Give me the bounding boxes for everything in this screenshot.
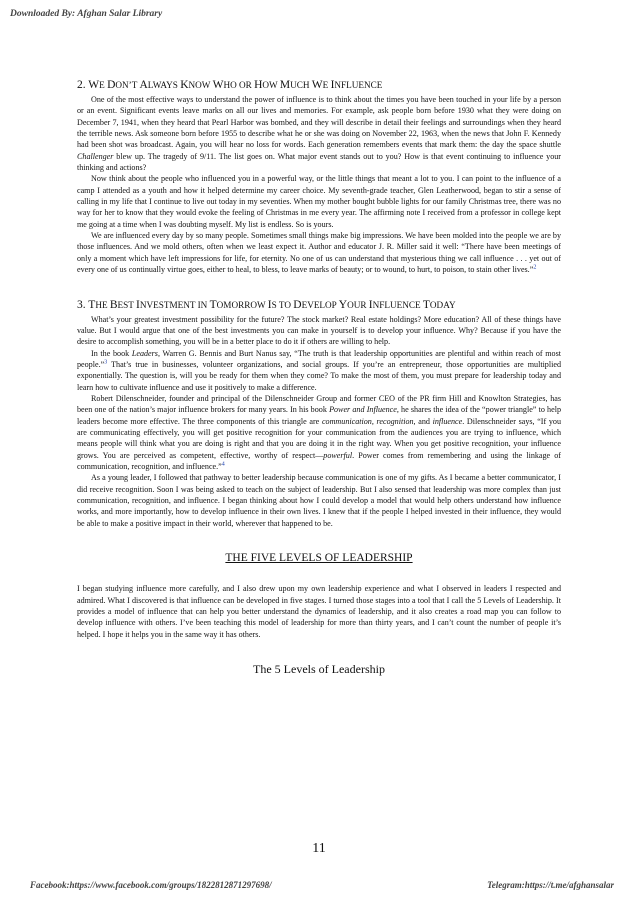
section-3-paragraph-2 xyxy=(77,348,561,393)
text-span: In the book xyxy=(91,348,132,358)
section-3-heading xyxy=(77,298,561,312)
heading-fragment: EVELOP xyxy=(301,299,339,310)
section-2-paragraph-3 xyxy=(77,230,561,275)
text-span: , he shares the idea of the “power triangle” to help leaders become more effective. The three components of this triangle are xyxy=(77,405,561,426)
footer-telegram-link[interactable]: Telegram:https://t.me/afghansalar xyxy=(487,880,614,890)
heading-fragment: A xyxy=(139,79,148,91)
levels-paragraph: I began studying influence more carefully, and I also drew upon my own leadership experience and what I observed in leaders I respected and admired. What I discovered is that influence can be developed in five stages. I turned those stages into a tool that I call the 5 Levels of Leadership. It provides a model of influence that can help you better understand the dynamics of leadership, and it also creates a road map you can follow to develop influence with others. I’ve been teaching this model of leadership for more than thirty years, and I can’t count the number of people it’s helped. I hope it helps you in the same way it has others. xyxy=(77,584,561,639)
italic-span: powerful xyxy=(323,450,353,460)
italic-span: Challenger xyxy=(77,151,114,161)
text-span: blew up. The tragedy of 9/11. The list goes on. What major event stands out to you? How is that event continuing to influence your thinking and actions? xyxy=(77,151,561,173)
italic-span: Power and Influence xyxy=(329,405,397,415)
heading-fragment: OUR xyxy=(347,299,369,310)
heading-fragment: OMORROW xyxy=(216,299,268,310)
section-2-number: 2. xyxy=(77,79,89,91)
levels-title: THE FIVE LEVELS OF LEADERSHIP xyxy=(225,552,413,565)
heading-fragment: ON’T xyxy=(115,80,140,90)
heading-fragment: ODAY xyxy=(429,299,456,310)
heading-fragment: W xyxy=(212,79,224,91)
heading-fragment: H xyxy=(254,79,263,91)
heading-fragment: D xyxy=(293,298,302,311)
heading-fragment: NFLUENCE xyxy=(372,299,423,310)
heading-fragment: S TO xyxy=(271,299,294,310)
italic-span: Leaders xyxy=(131,348,158,358)
section-2-heading xyxy=(77,78,561,92)
heading-fragment: OW xyxy=(262,80,280,90)
section-3-paragraph-1: What’s your greatest investment possibility for the future? The stock market? Real estate holdings? More education? All of these things have value. But I would argue that one of the best investments you can make in yourself is to develop your influence. Why? Because if you have the desire to accomplish something, you will be in a better place to do it if others are willing to help. xyxy=(77,314,561,347)
heading-fragment: B xyxy=(109,298,118,311)
section-2-heading-text xyxy=(88,79,382,91)
text-span: We are influenced every day by so many people. Sometimes small things make big impressions. We have been molded into the people we are by those influences. And we mold others, often when we least expect it. Author and educator J. R. Miller said it well: “There have been meetings of only a moment which have left impressions for life, for eternity. No one of us can understand that mysterious thing we call influence . . . yet out of every one of us continually virtue goes, either to heal, to bless, to leave marks of beauty; or to wound, to hurt, to poison, to stain other lives.” xyxy=(77,231,561,275)
section-3-heading-text xyxy=(88,299,455,311)
page-number: 11 xyxy=(312,841,326,856)
section-3-paragraph-3 xyxy=(77,393,561,472)
heading-fragment: I xyxy=(330,79,335,91)
heading-fragment: K xyxy=(180,79,189,91)
footnote-ref[interactable]: 4 xyxy=(221,461,225,468)
spacer xyxy=(77,276,561,298)
heading-fragment: LWAYS xyxy=(147,80,181,90)
text-span: Robert Dilenschneider, founder and principal of the Dilenschneider Group and former CEO of the PR firm Hill and Knowlton Strategies, has been one of the nation’s major influence brokers for many years. In his book xyxy=(77,393,561,415)
text-span: , Warren G. Bennis and Burt Nanus say, “The truth is that leadership opportunities are plentiful and within reach of most people.” xyxy=(77,348,561,369)
text-span: . Power comes from remembering and using the linkage of communication, recognition, and influence.” xyxy=(77,450,561,471)
heading-fragment: E xyxy=(99,80,108,90)
heading-fragment: I xyxy=(136,298,140,311)
heading-fragment: UCH xyxy=(290,80,312,90)
heading-fragment: I xyxy=(267,298,272,311)
watermark-download-source: Downloaded By: Afghan Salar Library xyxy=(10,9,163,19)
page-body xyxy=(77,78,561,675)
text-span: , and xyxy=(413,416,433,426)
heading-fragment: W xyxy=(311,79,323,91)
heading-fragment: NFLUENCE xyxy=(334,80,383,90)
heading-fragment: W xyxy=(88,79,100,91)
heading-fragment: T xyxy=(88,298,96,311)
footnote-ref[interactable]: 3 xyxy=(104,359,108,366)
text-span: One of the most effective ways to understand the power of influence is to think about the times you have been touched in your life by a person or an event. Significant events leave marks on all our lives and memories. For example, ask people born before 1930 what they were doing on December 7, 1941, when they heard that Pearl Harbor was bombed, and they will describe in detail their feelings and surroundings when they heard the terrible news. Ask someone born before 1955 to describe what he or she was doing on November 22, 1963, when the news that John F. Kennedy had been shot was broadcast. Again, you will hear no loss for words. Each generation remembers events that mark them: the day the space shuttle xyxy=(77,95,561,150)
spacer xyxy=(77,640,561,664)
spacer xyxy=(77,564,561,583)
section-2-paragraph-2: Now think about the people who influenced you in a powerful way, or the little things that meant a lot to you. I can point to the influence of a camp I attended as a youth and how it helped determine my career choice. My seventh-grade teacher, Glen Leatherwood, began to stir a sense of calling in my life that I continue to live out today in my seventies. When my mother bought bubble lights for our family Christmas tree, there was no way for her to know that they would evoke the feeling of Christmas in me every year. The affirming note I received from a professor in college kept me going at a time when I was doubting myself. My list is endless. So is yours. xyxy=(77,174,561,229)
heading-fragment: T xyxy=(209,298,217,311)
heading-fragment: EST xyxy=(117,299,137,310)
heading-fragment: I xyxy=(368,298,373,311)
heading-fragment: NVESTMENT IN xyxy=(139,299,210,310)
text-span: That’s true in businesses, volunteer organizations, and social groups. If you’re an entrepreneur, those opportunities are multiplied exponentially. The question is, will you be ready for them when they come? To make the most of them, you must prepare for leadership today and learn how to cultivate influence and use it positively to make a difference. xyxy=(77,359,561,392)
italic-span: influence xyxy=(432,416,463,426)
section-3-paragraph-4: As a young leader, I followed that pathway to better leadership because communication is one of my gifts. As I became a better communicator, I did receive recognition. Soon I was being asked to teach on the subject of leadership. But I also sensed that leadership was more complex than just communication, recognition, and influence. I began thinking about how I could develop a model that would help others understand how influence works, and more importantly, how to develop influence in their own lives. I knew that if the people I helped invested in their influence, they would be able to make a positive impact in their world, wherever that happened to be. xyxy=(77,473,561,528)
heading-fragment: D xyxy=(107,79,116,91)
section-2-paragraph-1 xyxy=(77,94,561,173)
heading-fragment: NOW xyxy=(188,80,213,90)
italic-span: recognition xyxy=(376,416,414,426)
heading-fragment: T xyxy=(422,298,430,311)
footer-facebook-link[interactable]: Facebook:https://www.facebook.com/groups/1822812871297698/ xyxy=(30,880,272,890)
heading-fragment: HE xyxy=(95,299,110,310)
text-span: . Dilenschneider says, “If you are communicating effectively, you will get positive recognition for your communication from the audiences you are trying to influence, which means people will think what you are doing is right and that you are doing it in the right way. When you get positive recognition, your influence grows. You are perceived as competent, effective, worthy of respect— xyxy=(77,416,561,460)
heading-fragment: M xyxy=(279,79,291,91)
section-3-number: 3. xyxy=(77,298,89,311)
heading-fragment: HO OR xyxy=(223,80,255,90)
levels-subtitle: The 5 Levels of Leadership xyxy=(253,662,385,677)
heading-fragment: E xyxy=(322,80,331,90)
spacer xyxy=(77,529,561,553)
italic-span: communication xyxy=(321,416,372,426)
heading-fragment: Y xyxy=(338,298,348,311)
footnote-ref[interactable]: 2 xyxy=(533,264,537,271)
text-span: , xyxy=(371,416,377,426)
